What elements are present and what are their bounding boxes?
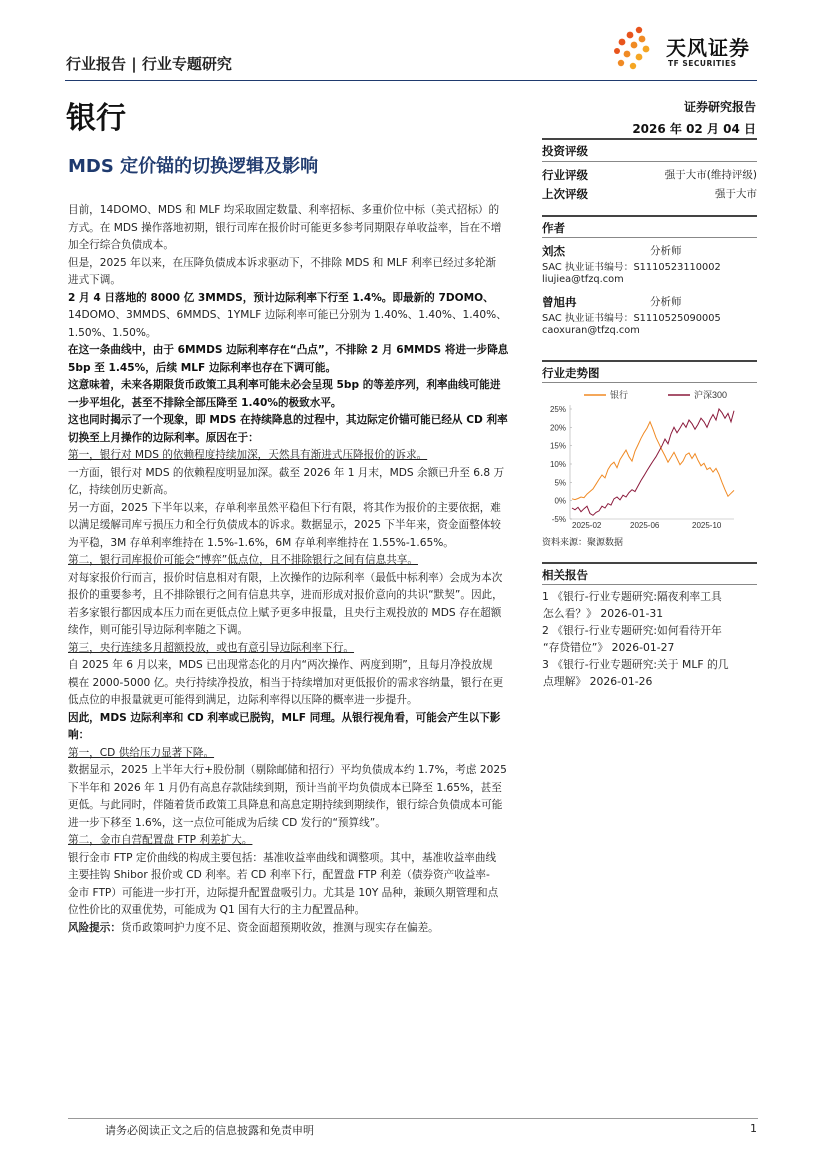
body-line: 因此，MDS 边际利率和 CD 利率或已脱钩，MLF 同理。从银行视角看，可能会产生以下影 <box>68 711 501 724</box>
y-tick-label: 10% <box>549 460 566 469</box>
y-tick-label: 25% <box>549 405 566 414</box>
y-tick-label: 5% <box>554 478 566 488</box>
body-line: 模在 2000-5000 亿。央行持续净投放，相当于持续增加对更低报价的需求容纳量，银行在更 <box>68 676 504 689</box>
body-line: 亿，持续创历史新高。 <box>68 484 174 496</box>
trend-heading: 行业走势图 <box>542 366 600 380</box>
author-email: caoxuran@tfzq.com <box>542 325 640 336</box>
body-line: 第一，银行对 MDS 的依赖程度持续加深，天然具有渐进式压降报价的诉求。 <box>68 449 428 461</box>
series-line <box>572 409 734 515</box>
author-role: 分析师 <box>650 296 682 308</box>
company-name-en: TF SECURITIES <box>668 59 737 68</box>
report-type: 行业报告 | 行业专题研究 <box>66 55 232 73</box>
risk-label: 风险提示： <box>68 921 121 934</box>
author-role: 分析师 <box>650 245 682 257</box>
body-line: 一步平坦化，甚至不排除全部压降至 1.40%的极致水平。 <box>68 396 342 409</box>
body-line: 银行金市 FTP 定价曲线的构成主要包括：基准收益率曲线和调整项。其中，基准收益率曲线 <box>68 851 497 864</box>
y-tick-label: 0% <box>554 496 566 506</box>
body-line: 切换至上月操作的边际利率。原因在于： <box>68 431 259 444</box>
body-line: 加全行综合负债成本。 <box>68 239 174 251</box>
body-line: 方式。在 MDS 操作落地初期，银行司库在报价时可能更多参考同期限存单收益率，旨在不增 <box>68 221 502 234</box>
report-title: MDS 定价锚的切换逻辑及影响 <box>68 156 319 177</box>
author-cert: SAC 执业证书编号：S1110523110002 <box>542 262 721 273</box>
body-line: 1.50%、1.50%。 <box>68 326 157 339</box>
rating-label: 行业评级 <box>542 167 588 182</box>
authors-heading: 作者 <box>542 221 565 235</box>
body-line: 第一，CD 供给压力显著下降。 <box>68 746 215 759</box>
body-line: 自 2025 年 6 月以来，MDS 已出现常态化的月内“两次操作、两度到期”，且每月净投放规 <box>68 659 493 671</box>
company-logo <box>612 26 762 74</box>
related-report-link[interactable] <box>542 622 757 656</box>
trend-top-rule <box>542 360 757 362</box>
body-line: 对每家报价行而言，报价时信息相对有限，上次操作的边际利率（最低中标利率）会成为本次 <box>68 571 503 584</box>
body-line: 但是，2025 年以来，在压降负债成本诉求驱动下，不排除 MDS 和 MLF 利率已经过多轮渐 <box>68 256 496 269</box>
rating-rule <box>542 161 757 162</box>
authors-rule <box>542 237 757 238</box>
body-line: 第二，银行司库报价可能会“博弈”低点位，且不排除银行之间有信息共享。 <box>68 554 418 566</box>
y-tick-label: 20% <box>549 423 566 433</box>
body-line: 位性价比的双重优势，可能成为 Q1 国有大行的主力配置品种。 <box>68 904 366 916</box>
legend-label: 银行 <box>610 390 629 400</box>
body-line: 这意味着，未来各期限货币政策工具利率可能未必会呈现 5bp 的等差序列，利率曲线可能进 <box>68 379 501 391</box>
body-line <box>68 920 528 938</box>
body-line: 数据显示，2025 上半年大行+股份制（剔除邮储和招行）平均负债成本约 1.7%，考虑 2025 <box>68 764 507 776</box>
related-report-link[interactable] <box>542 588 757 622</box>
body-line: 在这一条曲线中，由于 6MMDS 边际利率存在“凸点”，不排除 2 月 6MMDS 将进一步降息 <box>68 344 509 356</box>
related-report-line: 点理解》 2026-01-26 <box>543 675 653 688</box>
body-line: 低点位的申报量就更可能得到满足，边际利率得以压降的概率进一步提升。 <box>68 694 418 706</box>
body-line: 14DOMO、3MMDS、6MMDS、1YMLF 边际利率可能已分别为 1.40%、1.40%、1.40%、 <box>68 309 507 321</box>
y-tick-label: -5% <box>551 515 566 524</box>
related-rule <box>542 584 757 585</box>
body-line: 另一方面，2025 下半年以来，存单利率虽然平稳但下行有限，将其作为报价的主要依据，难 <box>68 501 501 514</box>
body-line: 2 月 4 日落地的 8000 亿 3MMDS，预计边际利率下行至 1.4%。即最新的 7DOMO、 <box>68 291 494 304</box>
rating-value: 强于大市 <box>715 188 757 200</box>
author-card <box>542 293 757 344</box>
related-report-line: 怎么看？》 2026-01-31 <box>543 607 664 620</box>
related-report-link[interactable] <box>542 656 757 690</box>
body-line: 这也同时揭示了一个现象，即 MDS 在持续降息的过程中，其边际定价锚可能已经从 CD 利率 <box>68 414 508 426</box>
company-name: 天风证券 <box>666 36 750 60</box>
body-line: 为平稳，3M 存单利率维持在 1.5%-1.6%，6M 存单利率维持在 1.55%-1.65%。 <box>68 536 454 549</box>
rating-row <box>542 184 757 203</box>
related-heading: 相关报告 <box>542 568 588 582</box>
logo-dots-icon <box>612 26 658 72</box>
body-line: 主要挂钩 Shibor 报价或 CD 利率。若 CD 利率下行，配置盘 FTP 利差（债券资产收益率- <box>68 869 490 881</box>
trend-chart <box>542 385 757 530</box>
report-label: 证券研究报告 <box>683 100 756 114</box>
body-line: 5bp 至 1.45%，后续 MLF 边际利率也存在下调可能。 <box>68 361 337 374</box>
body-line: 一方面，银行对 MDS 的依赖程度明显加深。截至 2026 年 1 月末，MDS 余额已升至 6.8 万 <box>68 466 505 479</box>
body-line: 目前，14DOMO、MDS 和 MLF 均采取固定数量、利率招标、多重价位中标（美式招标）的 <box>68 204 500 216</box>
report-body <box>68 202 528 937</box>
author-card <box>542 242 757 293</box>
report-date: 2026 年 02 月 04 日 <box>632 122 756 136</box>
body-line: 下半年和 2026 年 1 月仍有高息存款陆续到期，预计当前平均负债成本已降至 1.65%，甚至 <box>68 781 502 794</box>
rating-label: 上次评级 <box>542 186 588 201</box>
rating-heading: 投资评级 <box>542 144 588 158</box>
related-report-line: 2 《银行-行业专题研究:如何看待开年 <box>542 624 722 637</box>
body-line: 报价的重要参考，且不排除银行之间有信息共享，进而形成对报价意向的共识“默契”。因此， <box>68 589 503 601</box>
body-line: 进一步下移至 1.6%，这一点位可能成为后续 CD 发行的“预算线”。 <box>68 816 386 829</box>
author-name: 曾旭冉 <box>542 294 577 309</box>
body-line: 第三，央行连续多月超额投放，或也有意引导边际利率下行。 <box>68 641 355 654</box>
author-cert: SAC 执业证书编号：S1110525090005 <box>542 313 721 324</box>
risk-text: 货币政策呵护力度不足、资金面超预期收敛，推测与现实存在偏差。 <box>120 921 439 934</box>
body-line: 第二，金市自营配置盘 FTP 利差扩大。 <box>68 834 253 846</box>
authors-top-rule <box>542 215 757 217</box>
rating-top-rule <box>542 138 757 140</box>
page-number: 1 <box>750 1122 757 1135</box>
header-rule <box>65 80 757 81</box>
sector-title: 银行 <box>66 101 126 136</box>
author-email: liujiea@tfzq.com <box>542 274 624 285</box>
legend-label: 沪深300 <box>694 390 728 400</box>
related-top-rule <box>542 562 757 564</box>
x-tick-label: 2025-10 <box>692 521 722 530</box>
footer-disclaimer: 请务必阅读正文之后的信息披露和免责申明 <box>105 1124 314 1137</box>
related-report-line: 3 《银行-行业专题研究:关于 MLF 的几 <box>542 658 729 671</box>
body-line: 进式下调。 <box>68 274 121 286</box>
body-line: 若多家银行都因成本压力而在更低点位上赋予更多申报量，且央行主观投放的 MDS 存在超额 <box>68 606 502 619</box>
trend-rule <box>542 382 757 383</box>
related-report-line: 1 《银行-行业专题研究:隔夜利率工具 <box>542 590 722 603</box>
related-report-line: “存贷错位”》 2026-01-27 <box>543 641 675 654</box>
author-name: 刘杰 <box>542 243 565 258</box>
body-line: 以满足缓解司库亏损压力和全行负债成本的诉求。数据显示，2025 下半年来，资金面整体较 <box>68 519 501 531</box>
body-line: 金市 FTP）可能进一步打开，边际提升配置盘吸引力。尤其是 10Y 品种，兼顾久期管理和点 <box>68 886 499 899</box>
x-tick-label: 2025-06 <box>630 521 660 530</box>
sidebar <box>542 138 757 690</box>
chart-source: 资料来源：聚源数据 <box>542 538 624 548</box>
rating-row <box>542 165 757 184</box>
body-line: 响： <box>68 729 90 741</box>
y-tick-label: 15% <box>549 441 566 451</box>
x-tick-label: 2025-02 <box>572 521 602 530</box>
body-line: 续作，则可能引导边际利率随之下调。 <box>68 624 249 636</box>
rating-value: 强于大市(维持评级) <box>664 169 757 181</box>
body-line: 更低。与此同时，伴随着货币政策工具降息和高息定期持续到期续作，银行综合负债成本可能 <box>68 799 503 811</box>
footer-rule <box>68 1118 758 1119</box>
